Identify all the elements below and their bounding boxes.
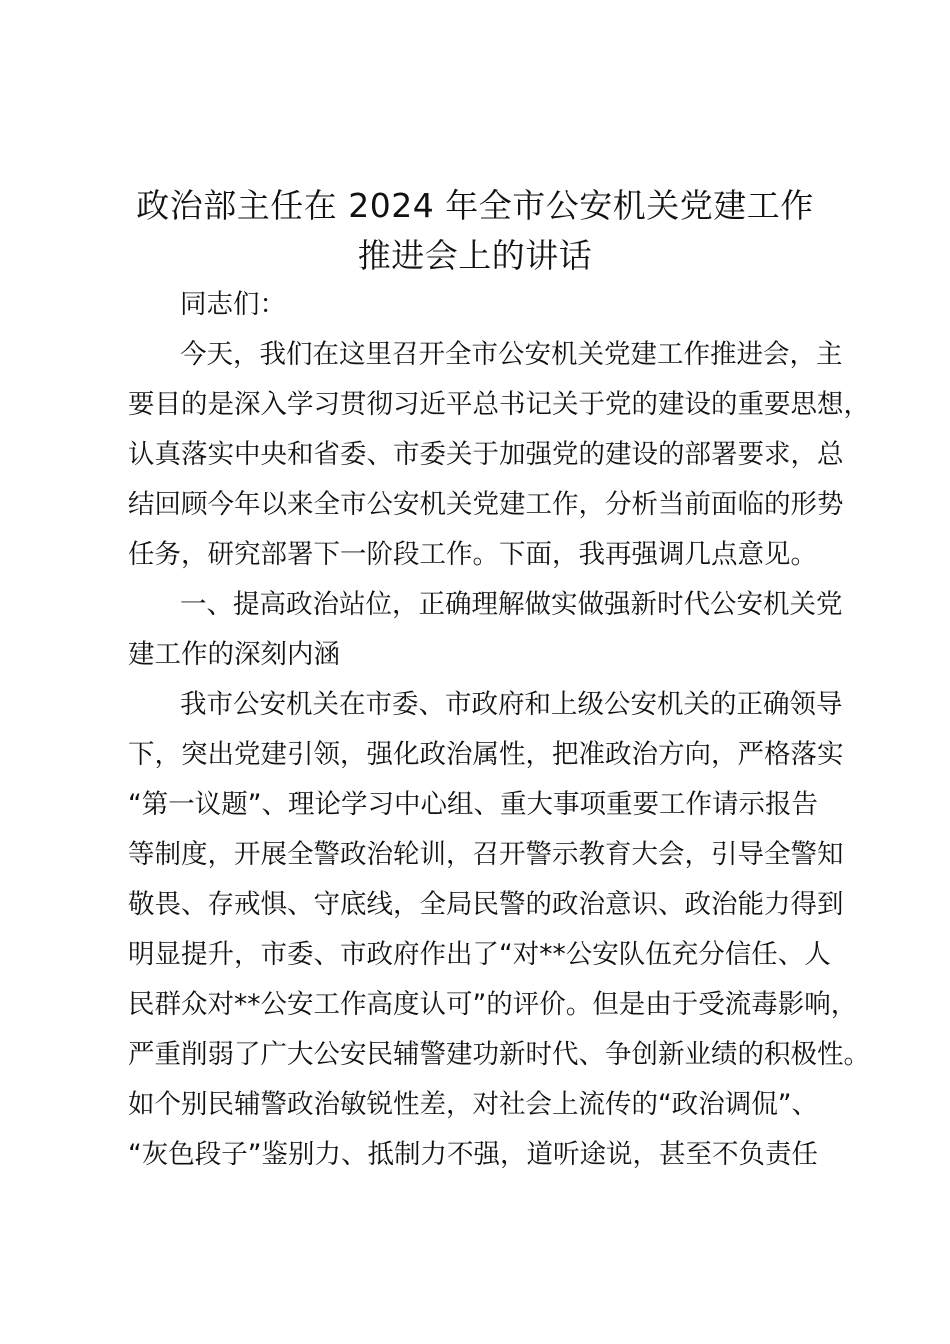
body-line: “第一议题”、理论学习中心组、重大事项重要工作请示报告 <box>128 789 818 820</box>
body-line: 我市公安机关在市委、市政府和上级公安机关的正确领导 <box>180 689 843 720</box>
body-line: 今天，我们在这里召开全市公安机关党建工作推进会，主 <box>180 339 843 370</box>
body-line: 等制度，开展全警政治轮训，召开警示教育大会，引导全警知 <box>128 839 844 870</box>
body-line: 认真落实中央和省委、市委关于加强党的建设的部署要求，总 <box>128 439 844 470</box>
salutation: 同志们： <box>180 289 286 320</box>
body-line: 要目的是深入学习贯彻习近平总书记关于党的建设的重要思想， <box>128 389 870 420</box>
body-line: 任务，研究部署下一阶段工作。下面，我再强调几点意见。 <box>128 539 817 570</box>
body-line: 敬畏、存戒惧、守底线，全局民警的政治意识、政治能力得到 <box>128 889 844 920</box>
body-line: 严重削弱了广大公安民辅警建功新时代、争创新业绩的积极性。 <box>128 1039 870 1070</box>
body-line: 下，突出党建引领，强化政治属性，把准政治方向，严格落实 <box>128 739 844 770</box>
section-heading-line: 建工作的深刻内涵 <box>128 639 340 670</box>
document-title-line-2: 推进会上的讲话 <box>357 236 593 275</box>
body-line: “灰色段子”鉴别力、抵制力不强，道听途说，甚至不负责任 <box>128 1139 818 1170</box>
body-line: 明显提升，市委、市政府作出了“对**公安队伍充分信任、人 <box>128 939 831 970</box>
body-line: 如个别民辅警政治敏锐性差，对社会上流传的“政治调侃”、 <box>128 1089 818 1120</box>
document-title-line-1: 政治部主任在 2024 年全市公安机关党建工作 <box>136 186 814 225</box>
body-line: 结回顾今年以来全市公安机关党建工作，分析当前面临的形势 <box>128 489 844 520</box>
body-line: 民群众对**公安工作高度认可”的评价。但是由于受流毒影响， <box>128 989 858 1020</box>
section-heading-line: 一、提高政治站位，正确理解做实做强新时代公安机关党 <box>180 589 843 620</box>
